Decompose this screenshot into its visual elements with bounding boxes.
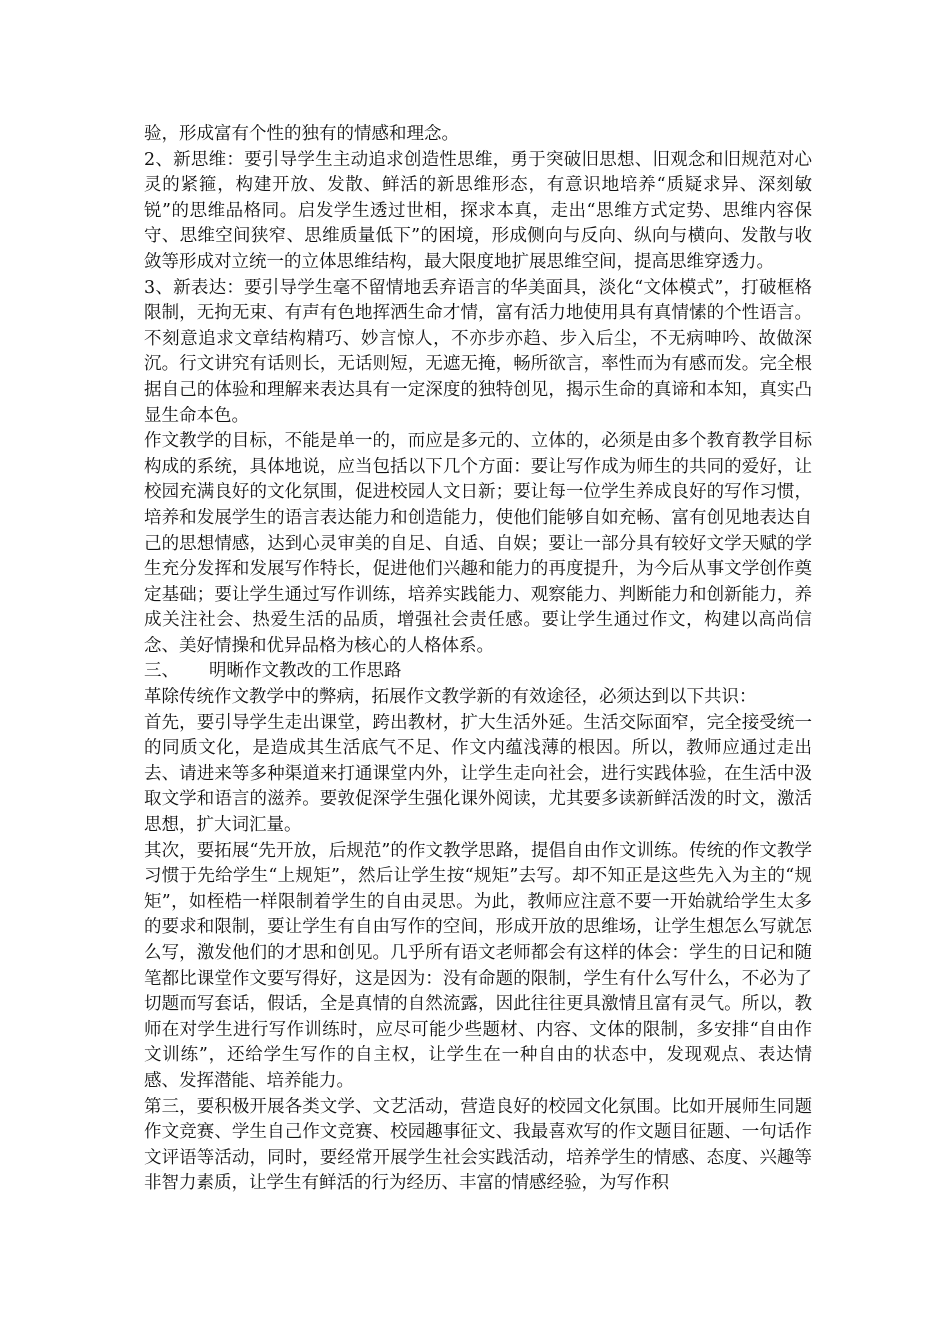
- paragraph-teaching-goals: 作文教学的目标，不能是单一的，而应是多元的、立体的，必须是由多个教育教学目标构成的系统，具体地说，应当包括以下几个方面：要让写作成为师生的共同的爱好，让校园充满良好的文化氛围，促进校园人文日新；要让每一位学生养成良好的写作习惯，培养和发展学生的语言表达能力和创造能力，使他们能够自如充畅、富有创见地表达自己的思想情感，达到心灵审美的自足、自适、自娱；要让一部分具有较好文学天赋的学生充分发挥和发展写作特长，促进他们兴趣和能力的再度提升，为今后从事文学创作奠定基础；要让学生通过写作训练，培养实践能力、观察能力、判断能力和创新能力，养成关注社会、热爱生活的品质，增强社会责任感。要让学生通过作文，构建以高尚信念、美好情操和优异品格为核心的人格体系。: [144, 431, 812, 656]
- paragraph-first-point: 首先，要引导学生走出课堂，跨出教材，扩大生活外延。生活交际面窄，完全接受统一的同质文化，是造成其生活底气不足、作文内蕴浅薄的根因。所以，教师应通过走出去、请进来等多种渠道来打通课堂内外，让学生走向社会，进行实践体验，在生活中汲取文学和语言的滋养。要敦促深学生强化课外阅读，尤其要多读新鲜活泼的时文，激活思想，扩大词汇量。: [144, 712, 812, 836]
- section-heading: [144, 659, 812, 685]
- paragraph-intro-continuation: 验，形成富有个性的独有的情感和理念。: [144, 124, 459, 144]
- paragraph-second-point: 其次，要拓展“先开放，后规范”的作文教学思路，提倡自由作文训练。传统的作文教学习惯于先给学生“上规矩”，然后让学生按“规矩”去写。却不知正是这些先入为主的“规矩”，如桎梏一样限制着学生的自由灵思。为此，教师应注意不要一开始就给学生太多的要求和限制，要让学生有自由写作的空间，形成开放的思维场，让学生想怎么写就怎么写，激发他们的才思和创见。几乎所有语文老师都会有这样的体会：学生的日记和随笔都比课堂作文要写得好，这是因为：没有命题的限制，学生有什么写什么，不必为了切题而写套话，假话，全是真情的自然流露，因此往往更具激情且富有灵气。所以，教师在对学生进行写作训练时，应尽可能少些题材、内容、文体的限制，多安排“自由作文训练”，还给学生写作的自主权，让学生在一种自由的状态中，发现观点、表达情感、发挥潜能、培养能力。: [144, 840, 812, 1091]
- paragraph-third-point: 第三，要积极开展各类文学、文艺活动，营造良好的校园文化氛围。比如开展师生同题作文竞赛、学生自己作文竞赛、校园趣事征文、我最喜欢写的作文题目征题、一句话作文评语等活动，同时，要经常开展学生社会实践活动，培养学生的情感、态度、兴趣等非智力素质，让学生有鲜活的行为经历、丰富的情感经验，为写作积: [144, 1096, 812, 1194]
- paragraph-new-thinking: 2、新思维：要引导学生主动追求创造性思维，勇于突破旧思想、旧观念和旧规范对心灵的紧箍，构建开放、发散、鲜活的新思维形态，有意识地培养“质疑求异、深刻敏锐”的思维品格同。启发学生透过世相，探求本真，走出“思维方式定势、思维内容保守、思维空间狭窄、思维质量低下”的困境，形成侧向与反向、纵向与横向、发散与收敛等形成对立统一的立体思维结构，最大限度地扩展思维空间，提高思维穿透力。: [144, 149, 812, 272]
- paragraph-new-expression: 3、新表达：要引导学生毫不留情地丢弃语言的华美面具，淡化“文体模式”，打破框格限制，无拘无束、有声有色地挥洒生命才情，富有活力地使用具有真情愫的个性语言。不刻意追求文章结构精巧、妙言惊人，不亦步亦趋、步入后尘，不无病呻吟、故做深沉。行文讲究有话则长，无话则短，无遮无掩，畅所欲言，率性而为有感而发。完全根据自己的体验和理解来表达具有一定深度的独特创见，揭示生命的真谛和本知，真实凸显生命本色。: [144, 277, 812, 426]
- document-body: [144, 122, 812, 1197]
- section-heading-text: 明晰作文教改的工作思路: [209, 661, 402, 682]
- section-heading-number: 三、: [144, 661, 179, 682]
- paragraph-consensus-intro: 革除传统作文教学中的弊病，拓展作文教学新的有效途径，必须达到以下共识：: [144, 687, 757, 708]
